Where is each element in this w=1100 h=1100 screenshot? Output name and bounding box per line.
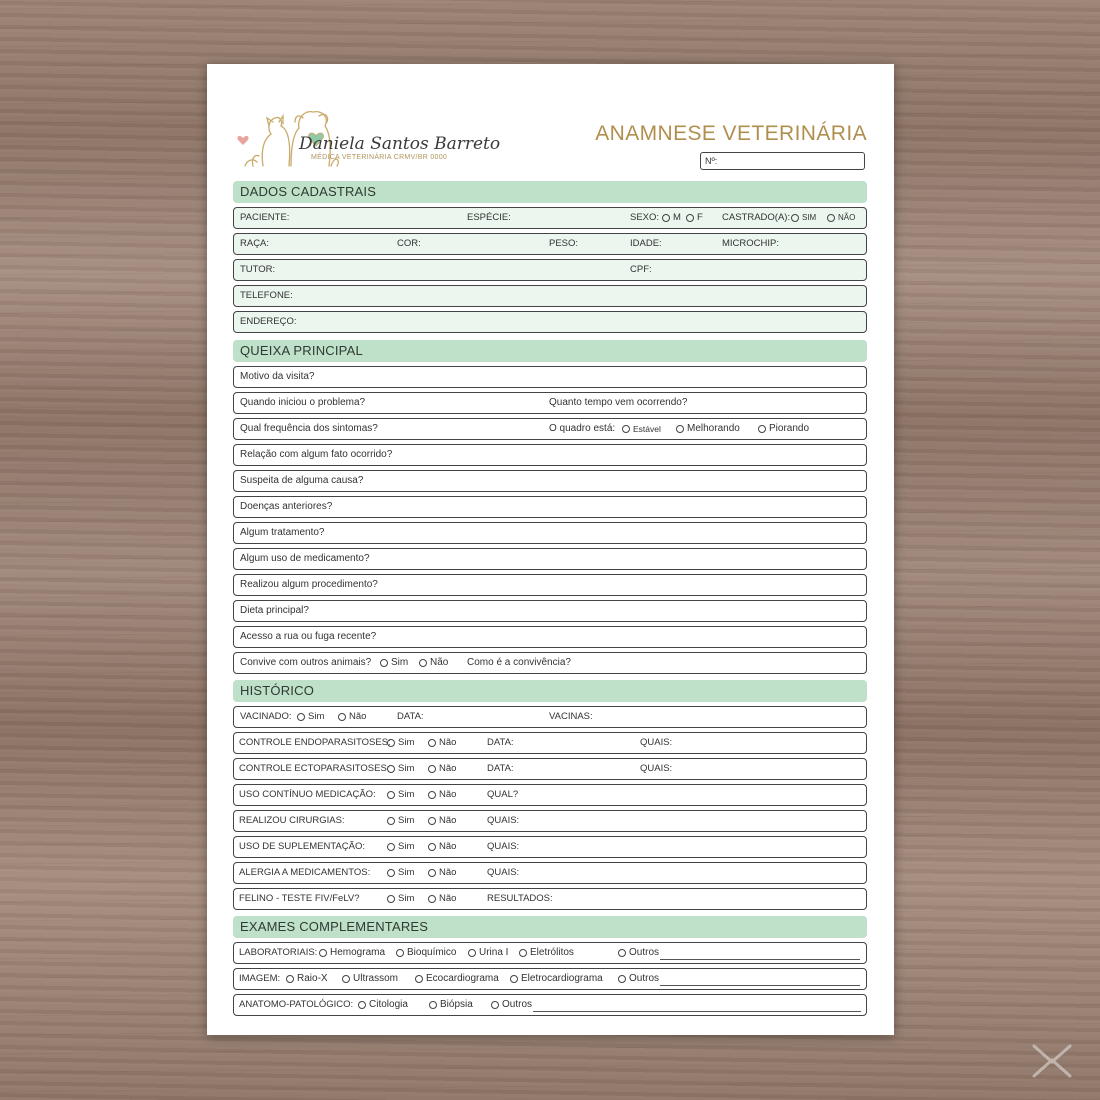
row-suspeita[interactable] [233,470,867,492]
quanto-tempo-label: Quanto tempo vem ocorrendo? [549,397,688,408]
raca-label: RAÇA: [240,238,270,249]
medicamento-label: Algum uso de medicamento? [240,553,370,564]
medicacao-qual-label: QUAL? [487,789,519,800]
radio-melhorando-icon[interactable] [676,425,684,433]
ecocardiograma-option[interactable]: Ecocardiograma [415,969,499,989]
row-quando[interactable] [233,392,867,414]
felino-nao-option[interactable]: Não [428,889,456,909]
motivo-label: Motivo da visita? [240,371,315,382]
sexo-m-option[interactable]: M [662,208,681,228]
row-telefone[interactable] [233,285,867,307]
radio-cirurgias-sim-icon[interactable] [387,817,395,825]
section-exames-complementares: EXAMES COMPLEMENTARES [233,916,867,938]
cor-label: COR: [397,238,421,249]
endo-quais-label: QUAIS: [640,737,673,748]
hemograma-option[interactable]: Hemograma [319,943,385,963]
radio-m-icon[interactable] [662,214,670,222]
radio-felino-sim-icon[interactable] [387,895,395,903]
row-acesso[interactable] [233,626,867,648]
endo-nao-option[interactable]: Não [428,733,456,753]
convive-nao-option[interactable]: Não [419,653,448,673]
microchip-label: MICROCHIP: [722,238,779,249]
vacinas-label: VACINAS: [549,711,593,722]
quadro-label: O quadro está: [549,423,616,434]
radio-f-icon[interactable] [686,214,694,222]
alergia-label: ALERGIA A MEDICAMENTOS: [239,867,371,878]
ecto-label: CONTROLE ECTOPARASITOSES: [239,763,390,774]
ecto-data-label: DATA: [487,763,514,774]
raiox-option[interactable]: Raio-X [286,969,328,989]
tratamento-label: Algum tratamento? [240,527,325,538]
row-imagem[interactable] [233,968,867,990]
row-relacao[interactable] [233,444,867,466]
row-anatomo[interactable] [233,994,867,1016]
imagem-outros-option[interactable]: Outros [618,969,860,989]
vacinado-label: VACINADO: [240,711,292,722]
row-felino[interactable] [233,888,867,910]
tutor-label: TUTOR: [240,264,276,275]
logo-name: Daniela Santos Barreto [299,134,501,154]
row-endereco[interactable] [233,311,867,333]
suspeita-label: Suspeita de alguma causa? [240,475,364,486]
checkbox-laboratoriais-outros-icon[interactable] [618,949,626,957]
endo-label: CONTROLE ENDOPARASITOSES: [239,737,391,748]
anatomo-outros-option[interactable]: Outros [491,995,861,1015]
suplementacao-label: USO DE SUPLEMENTAÇÃO: [239,841,365,852]
laboratoriais-outros-option[interactable]: Outros [618,943,860,963]
citologia-option[interactable]: Citologia [358,995,408,1015]
eletrolitos-option[interactable]: Eletrólitos [519,943,574,963]
alergia-nao-option[interactable]: Não [428,863,456,883]
row-cirurgias[interactable] [233,810,867,832]
acesso-label: Acesso a rua ou fuga recente? [240,631,377,642]
vacinado-sim-option[interactable]: Sim [297,707,324,727]
alergia-sim-option[interactable]: Sim [387,863,414,883]
laboratoriais-label: LABORATORIAIS: [239,947,318,958]
row-motivo[interactable] [233,366,867,388]
checkbox-ultrassom-icon[interactable] [342,975,350,983]
dieta-label: Dieta principal? [240,605,309,616]
checkbox-eletrolitos-icon[interactable] [519,949,527,957]
medicacao-label: USO CONTÍNUO MEDICAÇÃO: [239,789,376,800]
melhorando-option[interactable]: Melhorando [676,419,740,439]
radio-vacinado-sim-icon[interactable] [297,713,305,721]
vacinado-data-label: DATA: [397,711,424,722]
number-field[interactable] [700,152,865,170]
row-frequencia[interactable] [233,418,867,440]
row-dieta[interactable] [233,600,867,622]
watermark-icon [1028,1036,1076,1084]
paciente-label: PACIENTE: [240,212,290,223]
radio-alergia-sim-icon[interactable] [387,869,395,877]
imagem-outros-line[interactable] [660,973,860,986]
piorando-option[interactable]: Piorando [758,419,809,439]
form-title: ANAMNESE VETERINÁRIA [595,122,867,145]
vacinado-nao-option[interactable]: Não [338,707,366,727]
endereco-label: ENDEREÇO: [240,316,297,327]
cirurgias-nao-option[interactable]: Não [428,811,456,831]
radio-suplementacao-nao-icon[interactable] [428,843,436,851]
row-convive[interactable] [233,652,867,674]
felino-label: FELINO - TESTE FIV/FeLV? [239,893,360,904]
checkbox-biopsia-icon[interactable] [429,1001,437,1009]
peso-label: PESO: [549,238,579,249]
cirurgias-sim-option[interactable]: Sim [387,811,414,831]
cirurgias-quais-label: QUAIS: [487,815,520,826]
row-vacinado[interactable] [233,706,867,728]
laboratoriais-outros-line[interactable] [660,947,860,960]
radio-endo-nao-icon[interactable] [428,739,436,747]
checkbox-bioquimico-icon[interactable] [396,949,404,957]
quando-label: Quando iniciou o problema? [240,397,366,408]
telefone-label: TELEFONE: [240,290,293,301]
radio-castrado-nao-icon[interactable] [827,214,835,222]
row-tratamento[interactable] [233,522,867,544]
ecto-nao-option[interactable]: Não [428,759,456,779]
suplementacao-nao-option[interactable]: Não [428,837,456,857]
checkbox-anatomo-outros-icon[interactable] [491,1001,499,1009]
ecto-sim-option[interactable]: Sim [387,759,414,779]
checkbox-ecocardiograma-icon[interactable] [415,975,423,983]
felino-sim-option[interactable]: Sim [387,889,414,909]
anatomo-label: ANATOMO-PATOLÓGICO: [239,999,354,1010]
ultrassom-option[interactable]: Ultrassom [342,969,398,989]
row-medicamento[interactable] [233,548,867,570]
checkbox-imagem-outros-icon[interactable] [618,975,626,983]
row-raca[interactable] [233,233,867,255]
eletrocardiograma-option[interactable]: Eletrocardiograma [510,969,603,989]
alergia-quais-label: QUAIS: [487,867,520,878]
checkbox-eletrocardiograma-icon[interactable] [510,975,518,983]
castrado-sim-option[interactable]: SIM [791,208,816,228]
section-dados-cadastrais: DADOS CADASTRAIS [233,181,867,203]
row-laboratoriais[interactable] [233,942,867,964]
doencas-label: Doenças anteriores? [240,501,333,512]
anatomo-outros-line[interactable] [533,999,861,1012]
convivencia-label: Como é a convivência? [467,657,571,668]
radio-convive-sim-icon[interactable] [380,659,388,667]
radio-endo-sim-icon[interactable] [387,739,395,747]
row-paciente[interactable] [233,207,867,229]
especie-label: ESPÉCIE: [467,212,511,223]
radio-medicacao-nao-icon[interactable] [428,791,436,799]
row-ectoparasitoses[interactable] [233,758,867,780]
row-suplementacao[interactable] [233,836,867,858]
checkbox-urina-icon[interactable] [468,949,476,957]
row-endoparasitoses[interactable] [233,732,867,754]
form-content [233,178,867,1020]
radio-medicacao-sim-icon[interactable] [387,791,395,799]
bioquimico-option[interactable]: Bioquímico [396,943,456,963]
radio-alergia-nao-icon[interactable] [428,869,436,877]
suplementacao-quais-label: QUAIS: [487,841,520,852]
sexo-f-option[interactable]: F [686,208,703,228]
checkbox-hemograma-icon[interactable] [319,949,327,957]
imagem-label: IMAGEM: [239,973,281,984]
radio-suplementacao-sim-icon[interactable] [387,843,395,851]
row-tutor[interactable] [233,259,867,281]
castrado-nao-option[interactable]: NÃO [827,208,855,228]
cpf-label: CPF: [630,264,652,275]
radio-piorando-icon[interactable] [758,425,766,433]
urina-option[interactable]: Urina I [468,943,508,963]
biopsia-option[interactable]: Biópsia [429,995,473,1015]
row-doencas[interactable] [233,496,867,518]
endo-sim-option[interactable]: Sim [387,733,414,753]
convive-label: Convive com outros animais? [240,657,372,668]
medicacao-nao-option[interactable]: Não [428,785,456,805]
row-alergia[interactable] [233,862,867,884]
frequencia-label: Qual frequência dos sintomas? [240,423,378,434]
number-label: Nº: [705,156,718,166]
convive-sim-option[interactable]: Sim [380,653,408,673]
radio-convive-nao-icon[interactable] [419,659,427,667]
estavel-option[interactable]: Estável [622,419,661,439]
logo-subtitle: MÉDICA VETERINÁRIA CRMV/BR 0000 [311,154,448,161]
procedimento-label: Realizou algum procedimento? [240,579,378,590]
ecto-quais-label: QUAIS: [640,763,673,774]
sexo-label: SEXO: [630,212,660,223]
medicacao-sim-option[interactable]: Sim [387,785,414,805]
radio-vacinado-nao-icon[interactable] [338,713,346,721]
section-queixa-principal: QUEIXA PRINCIPAL [233,340,867,362]
relacao-label: Relação com algum fato ocorrido? [240,449,393,460]
checkbox-raiox-icon[interactable] [286,975,294,983]
radio-ecto-sim-icon[interactable] [387,765,395,773]
checkbox-citologia-icon[interactable] [358,1001,366,1009]
row-procedimento[interactable] [233,574,867,596]
suplementacao-sim-option[interactable]: Sim [387,837,414,857]
form-sheet [207,64,894,1035]
radio-estavel-icon[interactable] [622,425,630,433]
section-historico: HISTÓRICO [233,680,867,702]
radio-cirurgias-nao-icon[interactable] [428,817,436,825]
idade-label: IDADE: [630,238,662,249]
endo-data-label: DATA: [487,737,514,748]
radio-castrado-sim-icon[interactable] [791,214,799,222]
radio-ecto-nao-icon[interactable] [428,765,436,773]
cirurgias-label: REALIZOU CIRURGIAS: [239,815,345,826]
castrado-label: CASTRADO(A): [722,212,791,223]
radio-felino-nao-icon[interactable] [428,895,436,903]
felino-resultados-label: RESULTADOS: [487,893,553,904]
row-medicacao[interactable] [233,784,867,806]
